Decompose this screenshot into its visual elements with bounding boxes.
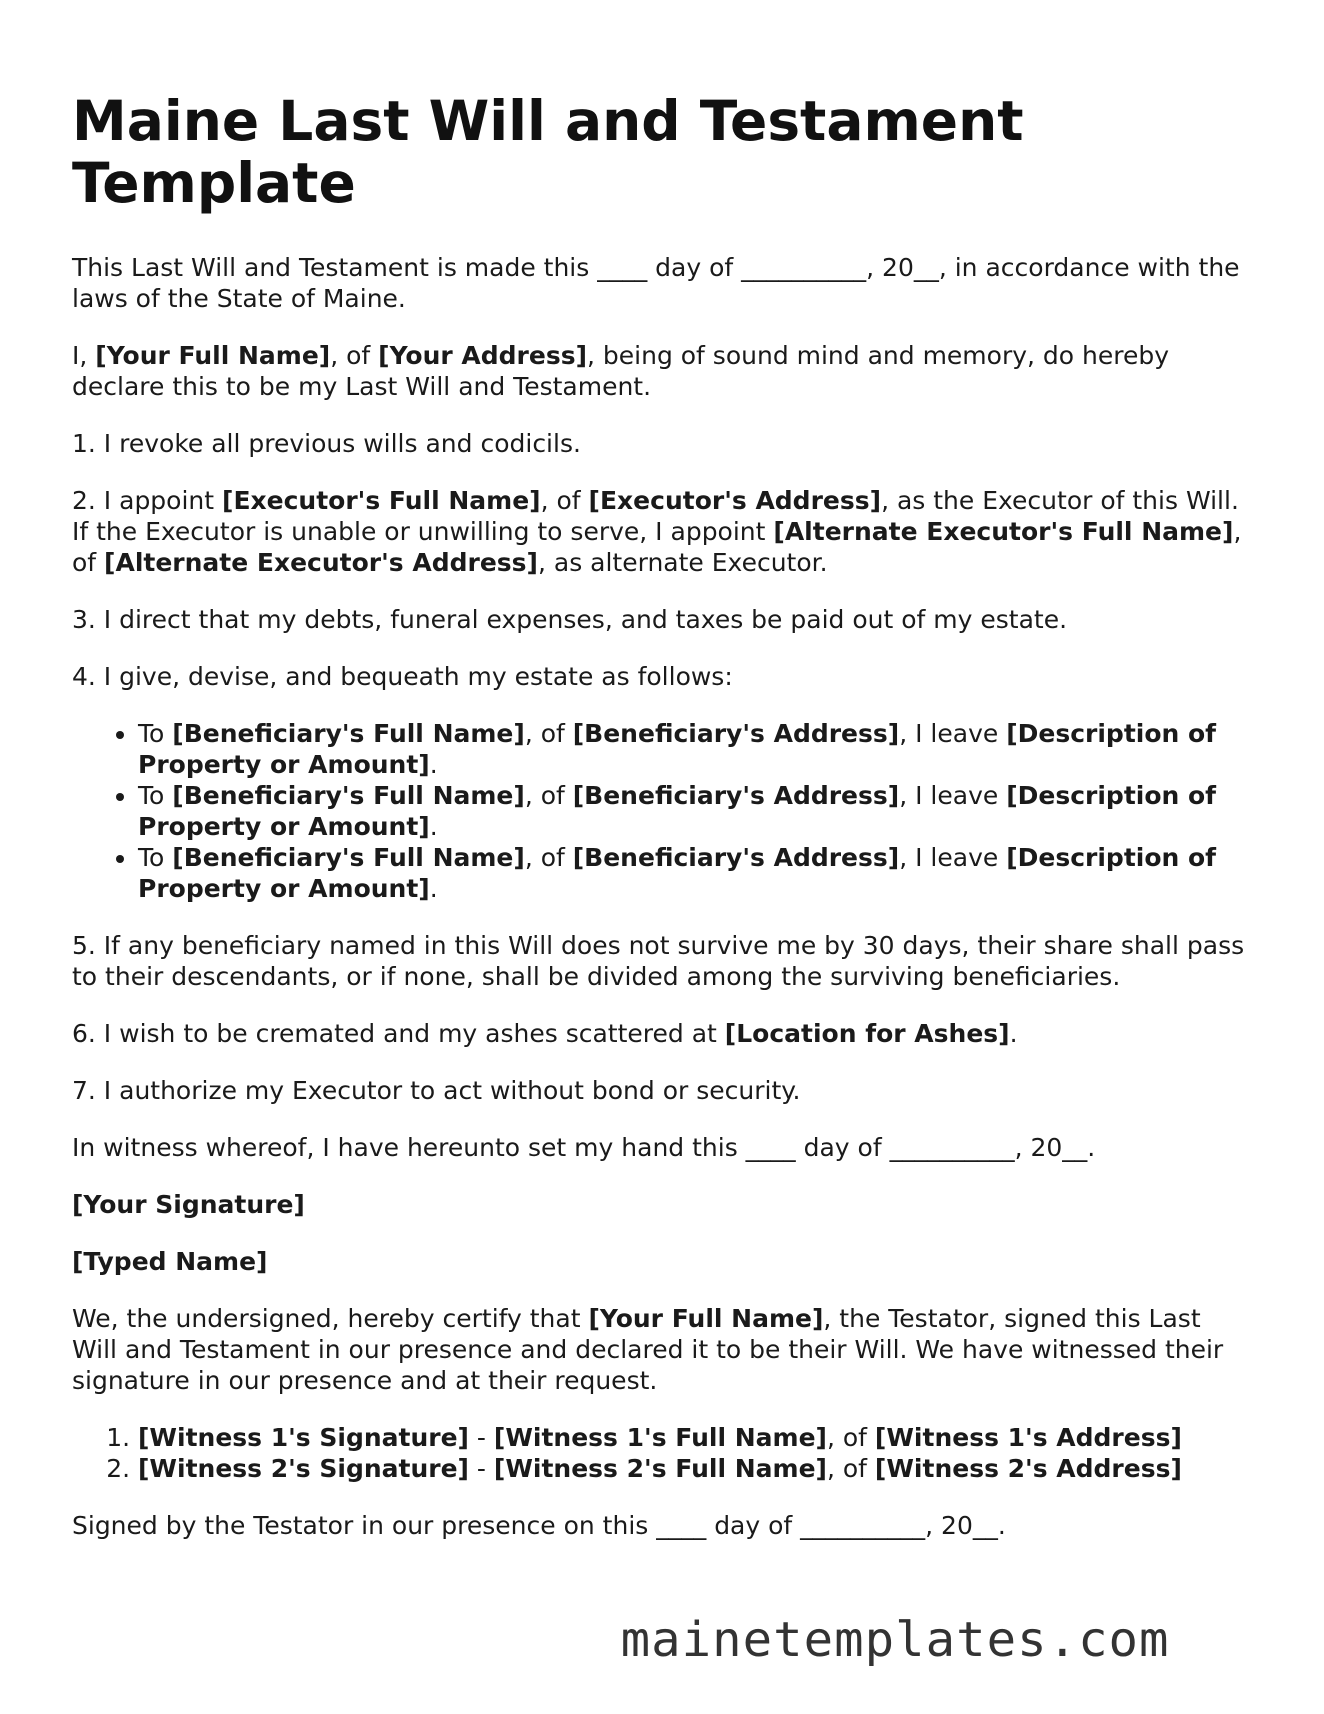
list-item [138,718,1252,780]
text: , as alternate Executor. [537,548,828,577]
placeholder-typed-name: [Typed Name] [72,1247,268,1276]
placeholder-witness-signature: [Witness 2's Signature] [138,1454,469,1483]
intro-text: This Last Will and Testament is made this ____ day of __________, 20__, in accordance with the laws of the State of Maine. [72,253,1240,313]
clause-1 [72,428,1252,459]
clause-2 [72,485,1252,578]
text: . [1009,1019,1018,1048]
placeholder-beneficiary-address: [Beneficiary's Address] [572,781,900,810]
signature-line [72,1189,1252,1220]
clause-6 [72,1018,1252,1049]
placeholder-executor-address: [Executor's Address] [588,486,882,515]
text: 1. I revoke all previous wills and codicils. [72,429,581,458]
placeholder-witness-signature: [Witness 1's Signature] [138,1423,469,1452]
text: , being of sound mind and memory, do hereby declare this to be my Last Will and Testament. [72,341,1170,401]
list-item [138,780,1252,842]
text: , of [540,486,589,515]
text: To [138,781,173,810]
text: . [429,812,438,841]
text: . [429,874,438,903]
placeholder-witness-name: [Witness 1's Full Name] [493,1423,827,1452]
witness-list [72,1422,1252,1484]
placeholder-witness-name: [Witness 2's Full Name] [493,1454,827,1483]
placeholder-your-address: [Your Address] [378,341,588,370]
placeholder-alternate-executor-address: [Alternate Executor's Address] [104,548,538,577]
list-item [138,842,1252,904]
placeholder-beneficiary-name: [Beneficiary's Full Name] [172,843,525,872]
placeholder-executor-name: [Executor's Full Name] [222,486,541,515]
document-title: Maine Last Will and Testament Template [72,89,1024,215]
placeholder-beneficiary-address: [Beneficiary's Address] [572,719,900,748]
attestation-paragraph [72,1303,1252,1396]
intro-paragraph [72,252,1252,314]
text: , of [524,843,573,872]
text: To [138,719,173,748]
clause-3 [72,604,1252,635]
text: 7. I authorize my Executor to act without bond or security. [72,1076,801,1105]
text: , I leave [899,843,1007,872]
placeholder-beneficiary-name: [Beneficiary's Full Name] [172,781,525,810]
text: , I leave [899,719,1007,748]
placeholder-your-signature: [Your Signature] [72,1190,305,1219]
text: To [138,843,173,872]
text: , as the Executor of this Will. If the Executor is unable or unwilling to serve, I appoint [72,486,1239,546]
text: , the Testator, signed this Last Will and Testament in our presence and declared it to be their Will. We have witnessed their signature in our presence and at their request. [72,1304,1224,1395]
text: , of [826,1423,875,1452]
placeholder-your-full-name: [Your Full Name] [95,341,331,370]
placeholder-beneficiary-address: [Beneficiary's Address] [572,843,900,872]
placeholder-location-for-ashes: [Location for Ashes] [724,1019,1010,1048]
placeholder-witness-address: [Witness 2's Address] [874,1454,1182,1483]
clause-7 [72,1075,1252,1106]
clause-4 [72,661,1252,692]
text: , of [330,341,379,370]
text: We, the undersigned, hereby certify that [72,1304,589,1333]
typed-name-line [72,1246,1252,1277]
text: - [468,1423,494,1452]
list-item [138,1422,1252,1453]
footer-brand-watermark: mainetemplates.com [620,1612,1170,1668]
witness-whereof-paragraph [72,1132,1252,1163]
text: 6. I wish to be cremated and my ashes scattered at [72,1019,725,1048]
declaration-paragraph [72,340,1252,402]
placeholder-your-full-name: [Your Full Name] [588,1304,824,1333]
placeholder-property-description: [Description of Property or Amount] [138,781,1217,841]
text: 2. I appoint [72,486,223,515]
bequest-list [72,718,1252,904]
text: In witness whereof, I have hereunto set my hand this ____ day of __________, 20__. [72,1133,1096,1162]
clause-5 [72,930,1252,992]
text: 4. I give, devise, and bequeath my estate as follows: [72,662,733,691]
list-item [138,1453,1252,1484]
placeholder-property-description: [Description of Property or Amount] [138,843,1217,903]
text: , of [72,517,1242,577]
text: , of [524,719,573,748]
text: , of [524,781,573,810]
text: I, [72,341,96,370]
text: , I leave [899,781,1007,810]
text: - [468,1454,494,1483]
placeholder-property-description: [Description of Property or Amount] [138,719,1217,779]
text: . [429,750,438,779]
text: , of [826,1454,875,1483]
text: 5. If any beneficiary named in this Will does not survive me by 30 days, their share shall pass to their descendants, or if none, shall be divided among the surviving beneficiaries. [72,931,1245,991]
placeholder-alternate-executor-name: [Alternate Executor's Full Name] [773,517,1234,546]
text: Signed by the Testator in our presence on this ____ day of __________, 20__. [72,1511,1006,1540]
document-page [72,90,1252,1567]
placeholder-beneficiary-name: [Beneficiary's Full Name] [172,719,525,748]
signed-by-paragraph [72,1510,1252,1541]
placeholder-witness-address: [Witness 1's Address] [874,1423,1182,1452]
text: 3. I direct that my debts, funeral expenses, and taxes be paid out of my estate. [72,605,1068,634]
